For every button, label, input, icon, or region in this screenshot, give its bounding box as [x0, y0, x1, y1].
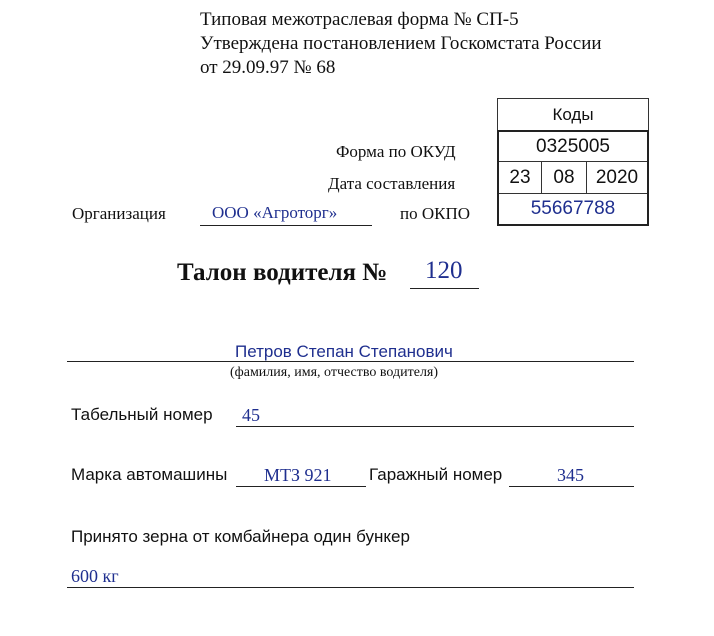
coupon-number: 120 — [425, 257, 463, 284]
codes-header — [497, 98, 649, 130]
grain-underline — [67, 587, 634, 588]
driver-caption: (фамилия, имя, отчество водителя) — [230, 365, 439, 380]
coupon-number-underline — [410, 288, 479, 289]
vehicle-underline — [236, 486, 366, 487]
organization-value: ООО «Агроторг» — [212, 203, 338, 222]
document-title: Талон водителя № — [177, 259, 388, 286]
okpo-label: по ОКПО — [400, 204, 471, 223]
date-day: 23 — [499, 162, 542, 194]
grain-label: Принято зерна от комбайнера один бункер — [71, 527, 410, 546]
garage-number-value: 345 — [557, 465, 584, 485]
form-approval-line: Утверждена постановлением Госкомстата России — [200, 33, 602, 54]
form-type-line: Типовая межотраслевая форма № СП-5 — [200, 9, 519, 30]
vehicle-label: Марка автомашины — [71, 465, 228, 484]
date-year: 2020 — [587, 162, 647, 194]
driver-name: Петров Степан Степанович — [235, 342, 453, 361]
organization-underline — [200, 225, 372, 226]
okud-code: 0325005 — [499, 132, 647, 162]
date-label: Дата составления — [328, 174, 456, 193]
organization-label: Организация — [72, 204, 166, 223]
okpo-code: 55667788 — [530, 198, 616, 219]
form-decree-line: от 29.09.97 № 68 — [200, 57, 336, 78]
driver-name-underline — [67, 361, 634, 362]
vehicle-value: МТЗ 921 — [264, 465, 332, 485]
garage-number-label: Гаражный номер — [369, 465, 503, 484]
personnel-number-underline — [236, 426, 634, 427]
grain-value: 600 кг — [71, 566, 119, 586]
personnel-number-value: 45 — [242, 405, 260, 425]
garage-number-underline — [509, 486, 634, 487]
personnel-number-label: Табельный номер — [71, 405, 213, 424]
codes-title: Коды — [552, 104, 594, 124]
date-month: 08 — [542, 162, 587, 194]
okud-label: Форма по ОКУД — [336, 142, 456, 161]
